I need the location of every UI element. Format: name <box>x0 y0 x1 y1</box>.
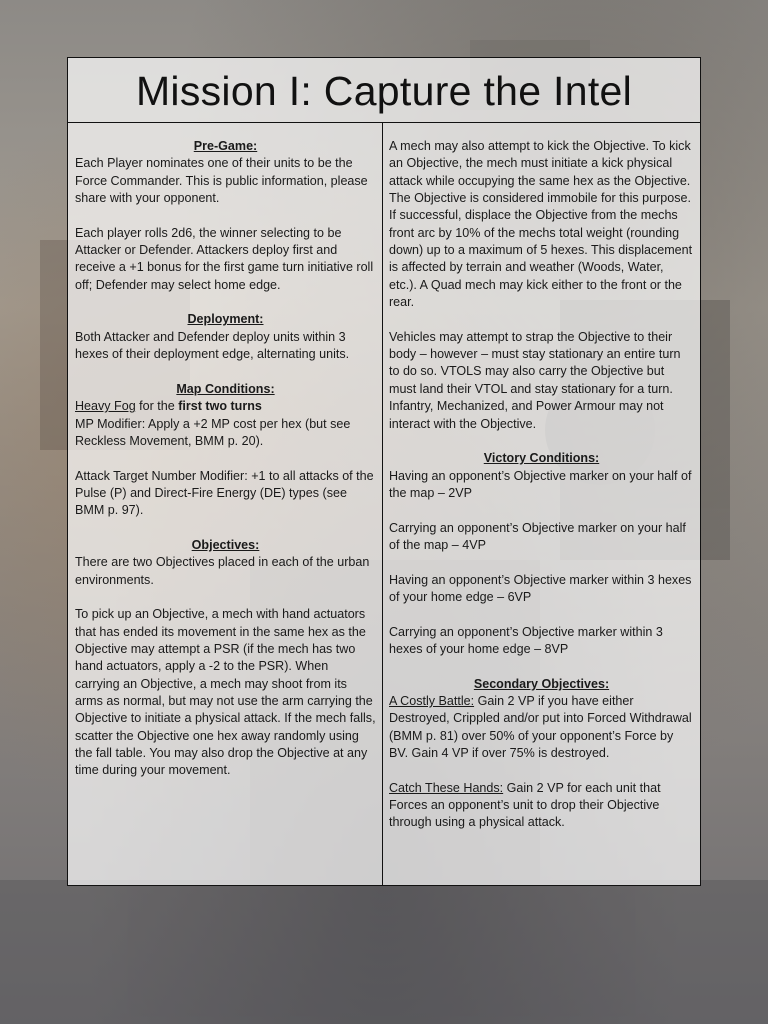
deployment-heading: Deployment: <box>187 312 264 327</box>
kick-paragraph: A mech may also attempt to kick the Objective. To kick an Objective, the mech must initiate a kick physical attack while occupying the same hex as the Objective. The Objective is considered immobile for this purpose. If successful, displace the Objective from the mechs front arc by 10% of the mechs total weight (rounding down) up to a maximum of 5 hexes. This displacement is affected by terrain and weather (Woods, Water, etc.). A Quad mech may kick either to the front or the rear. <box>389 139 693 310</box>
mp-modifier-paragraph: MP Modifier: Apply a +2 MP cost per hex (but see Reckless Movement, BMM p. 20). <box>75 416 351 448</box>
heavy-fog-duration: first two turns <box>178 399 262 414</box>
objectives-paragraph-2: To pick up an Objective, a mech with hand actuators that has ended its movement in the same hex as the Objective may attempt a PSR (if the mech has two hand actuators, apply a -2 to the PSR). When carrying an Objective, a mech may shoot from its arms as normal, but may not use the arm carrying the Objective to initiate a physical attack. If the mech falls, scatter the Objective one hex away randomly using the fall table. You may also drop the Objective at any time during your movement. <box>75 607 376 778</box>
title-row <box>68 58 700 123</box>
heavy-fog-line <box>75 398 376 415</box>
mission-sheet <box>67 57 701 886</box>
victory-conditions-heading: Victory Conditions: <box>483 451 600 466</box>
vehicles-paragraph: Vehicles may attempt to strap the Objective to their body – however – must stay stationary an entire turn to do so. VTOLS may also carry the Objective but must land their VTOL and stay stationary for a turn. Infantry, Mechanized, and Power Armour may not interact with the Objective. <box>389 329 681 431</box>
victory-item: Having an opponent’s Objective marker within 3 hexes of your home edge – 6VP <box>389 572 692 604</box>
catch-hands-label: Catch These Hands: <box>389 780 504 795</box>
map-conditions-heading: Map Conditions: <box>176 381 275 396</box>
victory-item: Carrying an opponent’s Objective marker on your half of the map – 4VP <box>389 520 686 552</box>
page-title: Mission I: Capture the Intel <box>135 67 633 114</box>
objectives-paragraph-1: There are two Objectives placed in each of the urban environments. <box>75 555 370 587</box>
objectives-heading: Objectives: <box>191 537 260 552</box>
pregame-paragraph-1: Each Player nominates one of their units to be the Force Commander. This is public information, please share with your opponent. <box>75 156 368 206</box>
victory-item: Having an opponent’s Objective marker on your half of the map – 2VP <box>389 468 692 500</box>
costly-battle-label: A Costly Battle: <box>389 694 475 708</box>
costly-battle-paragraph <box>389 693 694 762</box>
victory-item: Carrying an opponent’s Objective marker within 3 hexes of your home edge – 8VP <box>389 624 663 656</box>
heavy-fog-mid: for the <box>135 399 179 414</box>
costly-battle-text: Gain 2 VP if you have either Destroyed, Crippled and/or put into Forced Withdrawal (BMM p. 81) over 50% of your opponent’s Force by BV. Gain 4 VP if over 75% is destroyed. <box>389 694 692 761</box>
deployment-paragraph: Both Attacker and Defender deploy units within 3 hexes of their deployment edge, alternating units. <box>75 329 350 362</box>
heavy-fog-label: Heavy Fog <box>75 399 136 414</box>
left-column <box>68 123 383 886</box>
secondary-objectives-heading: Secondary Objectives: <box>473 676 610 691</box>
content-columns <box>68 123 700 886</box>
right-column <box>383 123 700 886</box>
attack-modifier-paragraph: Attack Target Number Modifier: +1 to all attacks of the Pulse (P) and Direct-Fire Energy (DE) types (see BMM p. 97). <box>75 468 374 518</box>
catch-hands-text: Gain 2 VP for each unit that Forces an opponent’s unit to drop their Objective through using a physical attack. <box>389 780 661 830</box>
pregame-paragraph-2: Each player rolls 2d6, the winner selecting to be Attacker or Defender. Attackers deploy first and receive a +1 bonus for the first game turn initiative roll off; Defender may select home edge. <box>75 225 374 292</box>
pregame-heading: Pre-Game: <box>193 139 258 153</box>
catch-hands-paragraph <box>389 780 694 832</box>
